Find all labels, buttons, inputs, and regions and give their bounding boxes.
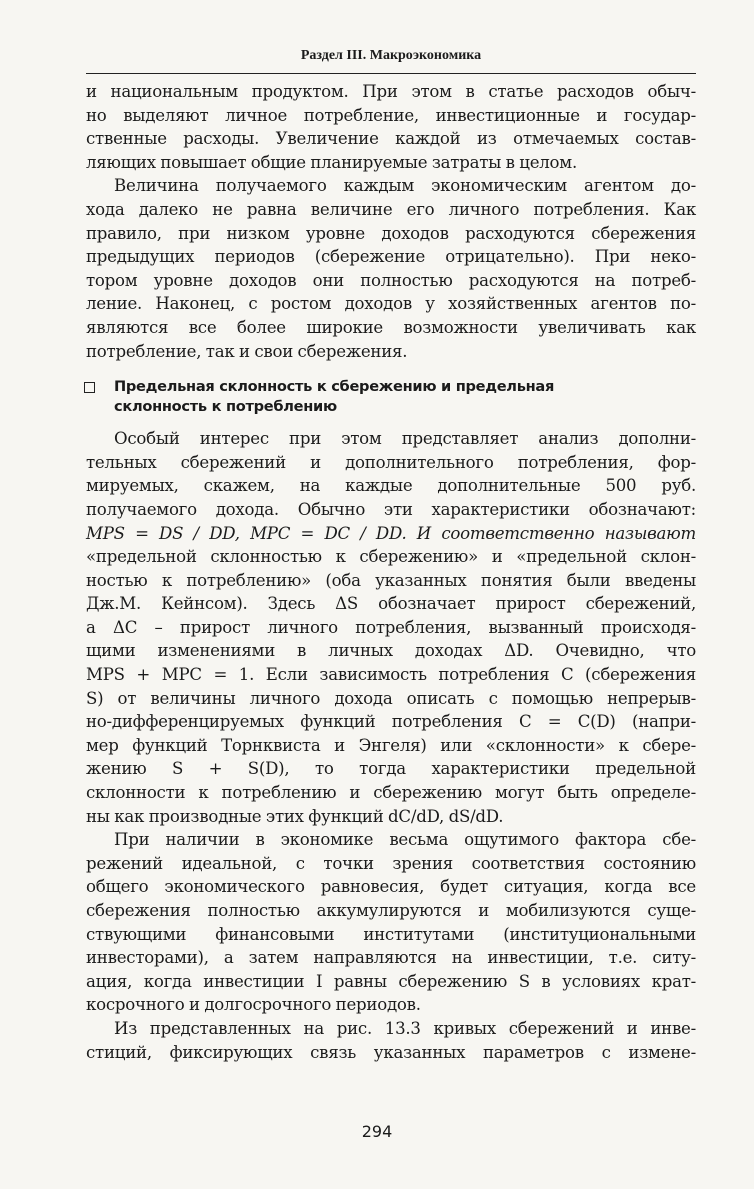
- section-title-line: склонность к потреблению: [114, 398, 337, 416]
- checkbox-bullet-icon: [84, 382, 95, 393]
- text-line: ны как производные этих функций dC/dD, dS/dD.: [86, 806, 504, 826]
- text-line: Особый интерес при этом представляет анализ дополни-: [114, 429, 696, 449]
- text-line: косрочного и долгосрочного периодов.: [86, 995, 421, 1015]
- text-line: ление. Наконец, с ростом доходов у хозяйственных агентов по-: [86, 294, 696, 314]
- section-title-line: Предельная склонность к сбережению и предельная: [114, 378, 555, 396]
- page-number: 294: [361, 1122, 393, 1141]
- text-line: а ΔC – прирост личного потребления, вызванный происходя-: [86, 617, 696, 637]
- text-line: являются все более широкие возможности увеличивать как: [86, 317, 696, 337]
- text-line: но выделяют личное потребление, инвестиционные и государ-: [86, 105, 696, 125]
- page-body: [86, 80, 696, 1064]
- running-head: Раздел III. Макроэкономика: [300, 48, 482, 63]
- text-line: Величина получаемого каждым экономическим агентом до-: [114, 176, 696, 196]
- paragraph-1: [86, 80, 696, 174]
- text-line: режений идеальной, с точки зрения соответствия состоянию: [86, 853, 696, 873]
- text-line: «предельной склонностью к сбережению» и «предельной склон-: [86, 547, 696, 567]
- text-line: стиций, фиксирующих связь указанных параметров с измене-: [86, 1042, 696, 1062]
- text-line: мер функций Торнквиста и Энгеля) или «склонности» к сбере-: [86, 735, 696, 755]
- section-heading: [86, 377, 696, 417]
- text-line: ация, когда инвестиции I равны сбережению S в условиях крат-: [86, 971, 696, 991]
- text-line: хода далеко не равна величине его личного потребления. Как: [86, 199, 696, 219]
- text-line: S) от величины личного дохода описать с помощью непрерыв-: [86, 688, 696, 708]
- text-line: жению S + S(D), то тогда характеристики предельной: [86, 759, 696, 779]
- text-line: ствующими финансовыми институтами (институциональными: [86, 924, 696, 944]
- text-line: общего экономического равновесия, будет ситуация, когда все: [86, 877, 696, 897]
- text-line: тором уровне доходов они полностью расходуются на потреб-: [86, 270, 696, 290]
- text-line: ляющих повышает общие планируемые затраты в целом.: [86, 152, 577, 172]
- text-line: получаемого дохода. Обычно эти характеристики обозначают:: [86, 499, 696, 519]
- text-line: MPS + MPC = 1. Если зависимость потребления C (сбережения: [86, 665, 696, 685]
- text-line: При наличии в экономике весьма ощутимого фактора сбе-: [114, 830, 696, 850]
- text-line: правило, при низком уровне доходов расходуются сбережения: [86, 223, 696, 243]
- paragraph-5: [86, 1017, 696, 1064]
- text-line: инвесторами), а затем направляются на инвестиции, т.е. ситу-: [86, 948, 696, 968]
- paragraph-3: [86, 427, 696, 828]
- text-line: склонности к потреблению и сбережению могут быть определе-: [86, 783, 696, 803]
- text-line: но-дифференцируемых функций потребления C = C(D) (напри-: [86, 712, 696, 732]
- text-line: ственные расходы. Увеличение каждой из отмечаемых состав-: [86, 129, 696, 149]
- paragraph-4: [86, 828, 696, 1017]
- text-line: MPS = DS / DD, MPC = DC / DD. И соответственно называют: [86, 523, 696, 543]
- text-line: предыдущих периодов (сбережение отрицательно). При неко-: [86, 247, 696, 267]
- text-line: потребление, так и свои сбережения.: [86, 341, 408, 361]
- text-line: Из представленных на рис. 13.3 кривых сбережений и инве-: [114, 1018, 696, 1038]
- header-rule: [86, 73, 696, 74]
- paragraph-2: [86, 174, 696, 363]
- text-line: сбережения полностью аккумулируются и мобилизуются суще-: [86, 901, 696, 920]
- text-line: тельных сбережений и дополнительного потребления, фор-: [86, 452, 696, 472]
- text-line: мируемых, скажем, на каждые дополнительные 500 руб.: [86, 476, 696, 496]
- text-line: Дж.М. Кейнсом). Здесь ΔS обозначает прирост сбережений,: [86, 594, 696, 614]
- text-line: щими изменениями в личных доходах ΔD. Очевидно, что: [86, 641, 696, 661]
- text-line: и национальным продуктом. При этом в статье расходов обыч-: [86, 82, 696, 101]
- text-line: ностью к потреблению» (оба указанных понятия были введены: [86, 570, 696, 590]
